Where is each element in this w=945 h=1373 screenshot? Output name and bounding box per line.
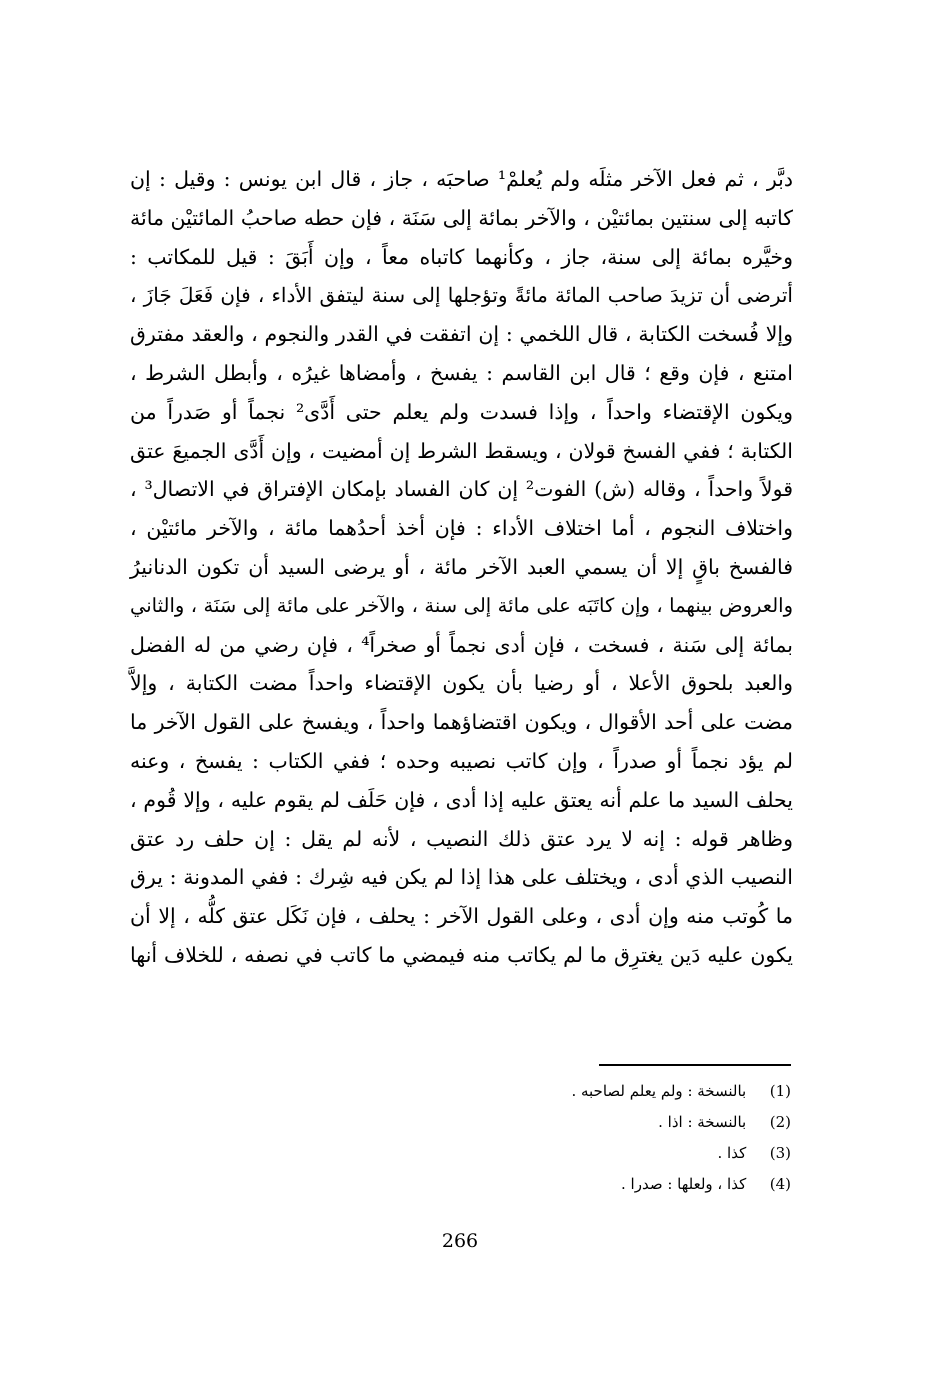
- text-line: وظاهر قوله : إنه لا يرد عتق ذلك النصيب ، لأنه لم يقل : إن حلف رد عتق: [130, 826, 793, 851]
- footnote-number: (3): [769, 1144, 791, 1162]
- footnote-number: (2): [769, 1113, 791, 1131]
- text-line: واختلاف النجوم ، أما اختلاف الأداء : فإن أخذ أحدُهما مائة ، والآخر مائتيْن ،: [130, 516, 793, 541]
- main-text-block: [130, 160, 793, 975]
- text-line: الكتابة ؛ ففي الفسخ قولان ، ويسقط الشرط إن أمضيت ، وإن أَدَّى الجميعَ عتق: [130, 438, 793, 463]
- text-line: مضت على أحد الأقوال ، ويكون اقتضاؤهما واحداً ، ويفسخ على القول الآخر ما: [130, 710, 793, 735]
- footnote-separator: [599, 1064, 791, 1066]
- text-line: النصيب الذي أدى ، ويختلف على هذا إذا لم يكن فيه شِرك : ففي المدونة : يرق: [130, 865, 793, 890]
- text-line: والعروض بينهما ، وإن كاتَبَه على مائة إلى سنة ، والآخر على مائة إلى سَنَة ، والثاني: [130, 593, 793, 617]
- footnote-number: (4): [769, 1175, 791, 1193]
- text-line: يكون عليه دَين يغترِق ما لم يكاتب منه فيمضي ما كاتب في نصفه ، للخلاف أنها: [130, 942, 793, 967]
- footnote-number: (1): [769, 1082, 791, 1100]
- text-line: ما كُوتب منه وإن أدى ، وعلى القول الآخر : يحلف ، فإن نَكَل عتق كلُّه ، إلا أن: [130, 904, 793, 929]
- text-line: يحلف السيد ما علم أنه يعتق عليه إذا أدى ، فإن حَلَف لم يقوم عليه ، وإلا قُوم ،: [130, 787, 793, 812]
- page-number: 266: [441, 1230, 479, 1252]
- footnote-text: كذا ، ولعلها : صدرا .: [621, 1175, 747, 1193]
- footnote-text: بالنسخة : اذا .: [658, 1113, 747, 1131]
- text-line: كاتبه إلى سنتين بمائتيْن ، والآخر بمائة إلى سَنَة ، فإن حطه صاحبُ المائتيْن مائة: [130, 205, 793, 230]
- footnote-text: بالنسخة : ولم يعلم لصاحبه .: [571, 1082, 747, 1100]
- footnote: [400, 1138, 791, 1169]
- text-line: أترضى أن تزيدَ صاحب المائة مائةً وتؤجلها إلى سنة ليتفق الأداء ، فإن فَعَلَ جَازَ ،: [130, 283, 793, 308]
- text-line: بمائة إلى سَنة ، فسخت ، فإن أدى نجماً أو صخراً⁴ ، فإن رضي من له الفضل: [130, 632, 793, 657]
- text-line: امتنع ، فإن وقع ؛ قال ابن القاسم : يفسخ ، وأمضاها غيرُه ، وأبطل الشرط ،: [130, 360, 793, 385]
- text-line: دبَّر ، ثم فعل الآخر مثلَه ولم يُعلمْ¹ صاحبَه ، جاز ، قال ابن يونس : وقيل : إن: [130, 167, 793, 191]
- footnote: [400, 1076, 791, 1107]
- footnote-text: كذا .: [717, 1144, 747, 1162]
- footnotes: [400, 1076, 791, 1200]
- text-line: وخيَّره بمائة إلى سنة، جاز ، وكأنهما كاتباه معاً ، وإن أَبَقَ : قيل للمكاتب :: [130, 244, 793, 269]
- text-line: قولاً واحداً ، وقاله (ش) الفوت² إن كان الفساد بإمكان الإفتراق في الاتصال³ ،: [130, 477, 794, 502]
- text-line: ويكون الإقتضاء واحداً ، وإذا فسدت ولم يعلم حتى أَدَّى² نجماً أو صَدراً من: [130, 399, 793, 424]
- footnote: [400, 1107, 791, 1138]
- text-line: فالفسخ باقٍ إلا أن يسمي العبد الآخر مائة ، أو يرضى السيد أن تكون الدنانيرُ: [130, 554, 793, 579]
- footnote: [400, 1169, 791, 1200]
- text-line: وإلا فُسخت الكتابة ، قال اللخمي : إن اتفقت في القدر والنجوم ، والعقد مفترق: [130, 322, 793, 347]
- text-line: لم يؤد نجماً أو صدراً ، وإن كاتب نصيبه وحده ؛ ففي الكتاب : يفسخ ، وعنه: [130, 748, 793, 773]
- text-line: والعبد بلحوق الأعلا ، أو رضيا بأن يكون الإقتضاء واحداً مضت الكتابة ، وإلاَّ: [130, 671, 793, 696]
